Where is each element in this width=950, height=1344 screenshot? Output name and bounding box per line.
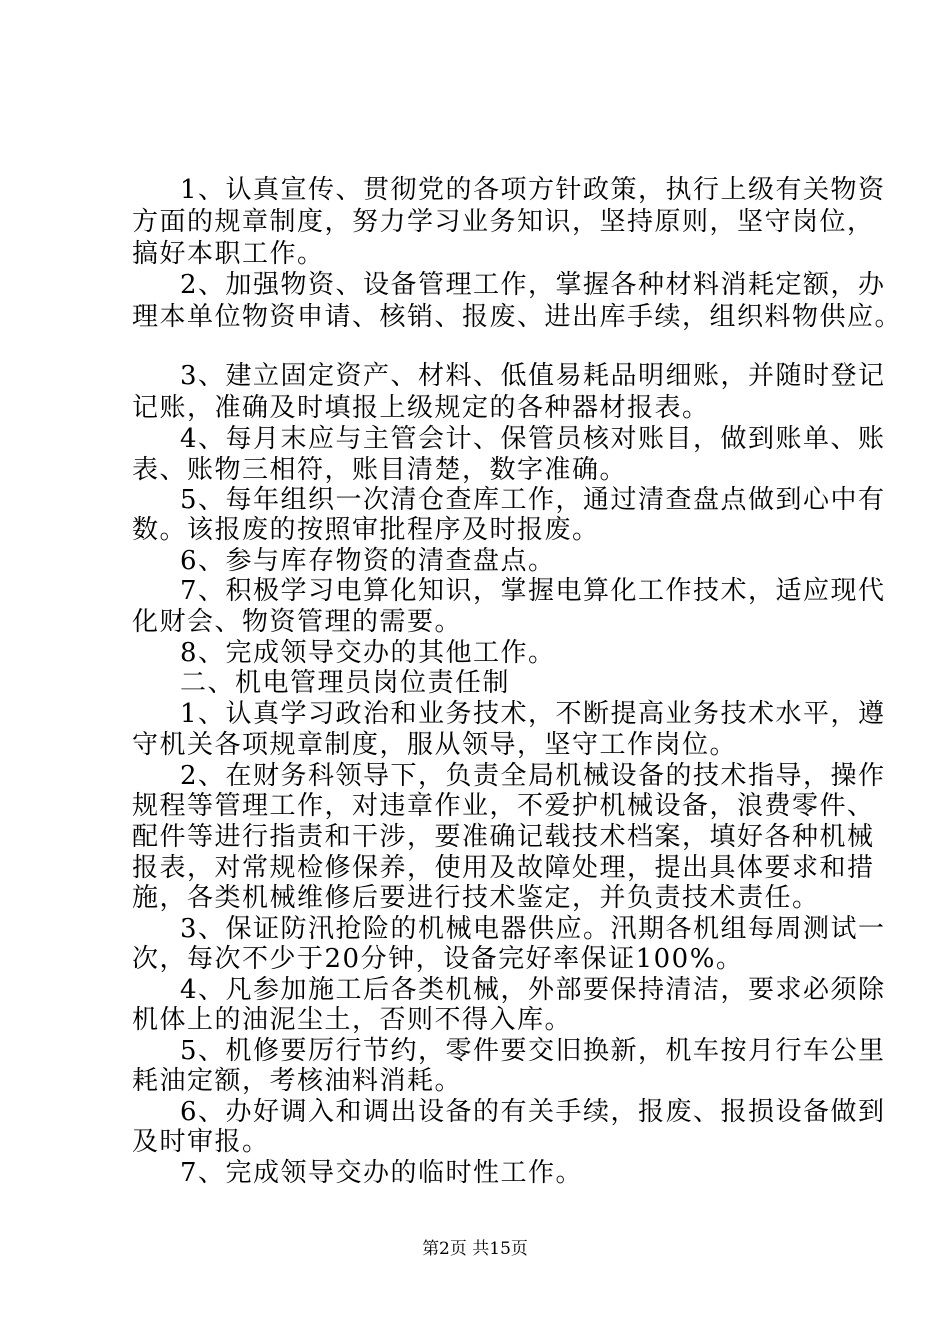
paragraph-line: 规程等管理工作，对违章作业，不爱护机械设备，浪费零件、 — [132, 791, 875, 821]
paragraph-line: 5、机修要厉行节约，零件要交旧换新，机车按月行车公里 — [180, 1036, 886, 1066]
paragraph-line: 理本单位物资申请、核销、报废、进出库手续，组织料物供应。 — [132, 302, 903, 332]
paragraph-line: 4、凡参加施工后各类机械，外部要保持清洁，要求必须除 — [180, 975, 886, 1005]
paragraph-line: 表、账物三相符，账目清楚，数字准确。 — [132, 455, 628, 485]
paragraph-line: 3、建立固定资产、材料、低值易耗品明细账，并随时登记 — [180, 361, 886, 391]
paragraph-line: 记账，准确及时填报上级规定的各种器材报表。 — [132, 393, 710, 423]
paragraph-line: 4、每月末应与主管会计、保管员核对账目，做到账单、账 — [180, 424, 886, 454]
paragraph-line: 2、加强物资、设备管理工作，掌握各种材料消耗定额，办 — [180, 270, 886, 300]
paragraph-line: 5、每年组织一次清仓查库工作，通过清查盘点做到心中有 — [180, 485, 886, 515]
paragraph-line: 方面的规章制度，努力学习业务知识，坚持原则，坚守岗位， — [132, 207, 875, 237]
paragraph-line: 守机关各项规章制度，服从领导，坚守工作岗位。 — [132, 730, 738, 760]
paragraph-line: 3、保证防汛抢险的机械电器供应。汛期各机组每周测试一 — [180, 914, 886, 944]
paragraph-line: 1、认真学习政治和业务技术，不断提高业务技术水平，遵 — [180, 699, 886, 729]
paragraph-line: 2、在财务科领导下，负责全局机械设备的技术指导，操作 — [180, 761, 886, 791]
paragraph-line: 及时审报。 — [132, 1127, 270, 1157]
paragraph-line: 报表，对常规检修保养，使用及故障处理，提出具体要求和措 — [132, 853, 875, 883]
paragraph-line: 施，各类机械维修后要进行技术鉴定，并负责技术责任。 — [132, 883, 820, 913]
paragraph-line: 6、办好调入和调出设备的有关手续，报废、报损设备做到 — [180, 1097, 886, 1127]
paragraph-line: 8、完成领导交办的其他工作。 — [180, 638, 556, 668]
paragraph-line: 化财会、物资管理的需要。 — [132, 607, 463, 637]
paragraph-line: 机体上的油泥尘土，否则不得入库。 — [132, 1005, 573, 1035]
paragraph-line: 1、认真宣传、贯彻党的各项方针政策，执行上级有关物资 — [180, 175, 886, 205]
paragraph-line: 数。该报废的按照审批程序及时报废。 — [132, 515, 600, 545]
section-heading: 二、机电管理员岗位责任制 — [180, 668, 511, 698]
paragraph-line: 配件等进行指责和干涉，要准确记载技术档案，填好各种机械 — [132, 822, 875, 852]
paragraph-line: 7、积极学习电算化知识，掌握电算化工作技术，适应现代 — [180, 576, 886, 606]
paragraph-line: 次，每次不少于20分钟，设备完好率保证100%。 — [132, 944, 744, 974]
page-footer: 第2页 共15页 — [422, 1239, 528, 1259]
paragraph-line: 耗油定额，考核油料消耗。 — [132, 1066, 463, 1096]
paragraph-line: 7、完成领导交办的临时性工作。 — [180, 1158, 584, 1188]
paragraph-line: 搞好本职工作。 — [132, 239, 325, 269]
paragraph-line: 6、参与库存物资的清查盘点。 — [180, 546, 556, 576]
